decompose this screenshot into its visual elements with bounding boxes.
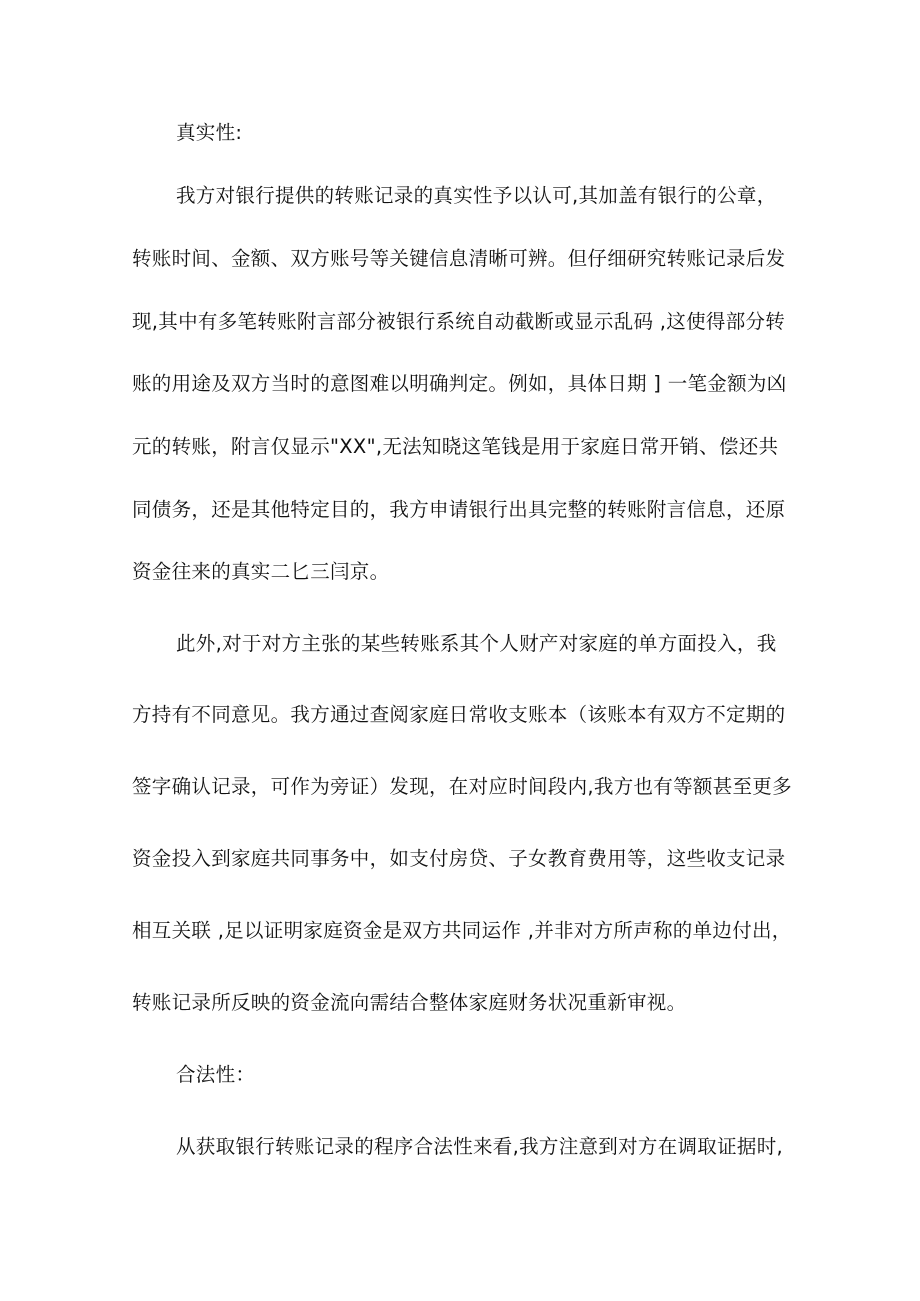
paragraph-line: 转账时间、金额、双方账号等关键信息清晰可辨。但仔细研究转账记录后发 (132, 247, 786, 270)
paragraph-line: 现,其中有多笔转账附言部分被银行系统自动截断或显示乱码 ,这使得部分转 (132, 310, 786, 333)
paragraph-line: 从获取银行转账记录的程序合法性来看,我方注意到对方在调取证据时, (176, 1135, 783, 1158)
section-heading-authenticity: 真实性: (176, 121, 243, 144)
paragraph-line: 此外,对于对方主张的某些转账系其个人财产对家庭的单方面投入，我 (176, 632, 777, 655)
paragraph-line: 元的转账，附言仅显示"XX",无法知晓这笔钱是用于家庭日常开销、偿还共 (132, 435, 779, 458)
paragraph-line: 资金投入到家庭共同事务中，如支付房贷、子女教育费用等，这些收支记录 (132, 847, 786, 870)
paragraph-line: 方持有不同意见。我方通过查阅家庭日常收支账本（该账本有双方不定期的 (132, 703, 786, 726)
section-heading-legality: 合法性： (176, 1063, 256, 1086)
paragraph-line: 相互关联 ,足以证明家庭资金是双方共同运作 ,并非对方所声称的单边付出， (132, 919, 792, 942)
paragraph-line: 同债务，还是其他特定目的，我方申请银行出具完整的转账附言信息，还原 (132, 498, 786, 521)
paragraph-line: 账的用途及双方当时的意图难以明确判定。例如，具体日期 ] 一笔金额为凶 (132, 372, 787, 395)
paragraph-line: 签字确认记录，可作为旁证）发现，在对应时间段内,我方也有等额甚至更多 (132, 775, 792, 798)
paragraph-line: 资金往来的真实二匕三闫京。 (132, 560, 390, 583)
paragraph-line: 我方对银行提供的转账记录的真实性予以认可,其加盖有银行的公章， (176, 184, 777, 207)
paragraph-line: 转账记录所反映的资金流向需结合整体家庭财务状况重新审视。 (132, 991, 687, 1014)
